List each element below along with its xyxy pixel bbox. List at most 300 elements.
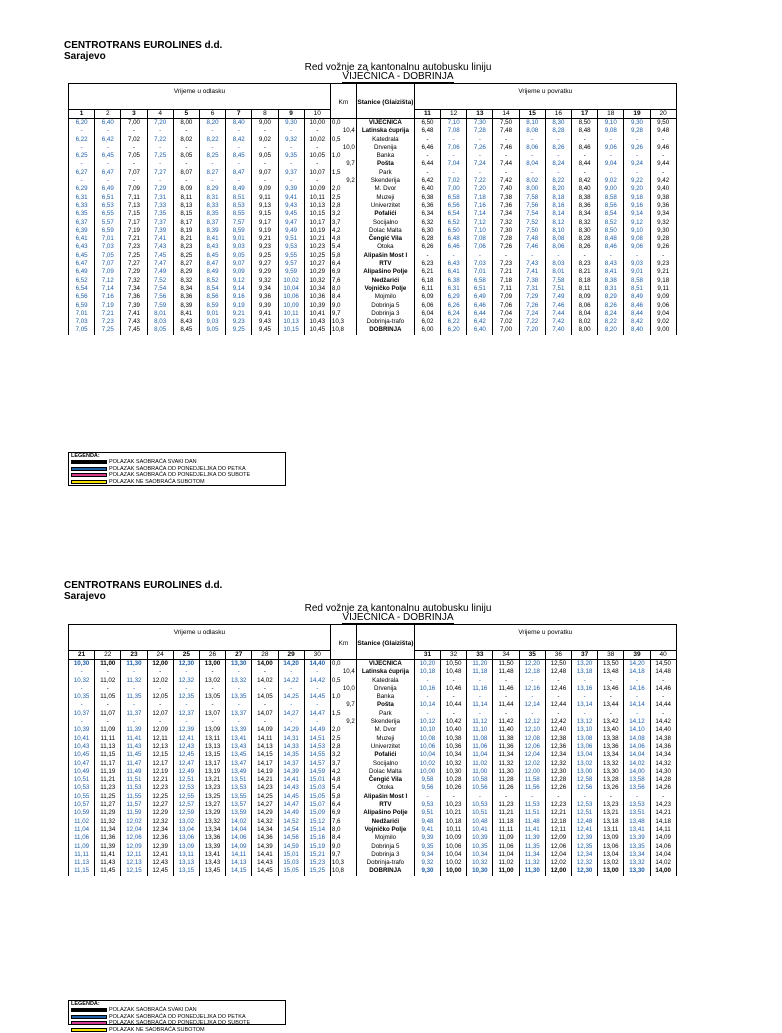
return-time: 14,23: [650, 801, 676, 809]
return-time: -: [650, 693, 676, 701]
departure-time: 12,35: [173, 693, 199, 701]
return-time: 9,26: [650, 243, 676, 251]
return-time: 13,21: [598, 809, 624, 817]
return-time: 14,02: [624, 760, 650, 768]
departure-time: 7,16: [95, 293, 121, 301]
return-time: -: [493, 136, 519, 144]
return-time: 12,38: [545, 735, 571, 743]
return-time: 8,00: [572, 326, 598, 334]
timetable-row: [69, 735, 677, 743]
legend-label: POLAZAK NE SAOBRAĆA SUBOTOM: [109, 479, 205, 486]
return-time: -: [493, 252, 519, 260]
departure-time: 11,11: [69, 851, 95, 859]
departure-time: -: [278, 701, 304, 709]
return-time: 8,21: [572, 268, 598, 276]
return-time: 7,40: [493, 185, 519, 193]
return-time: 10,39: [467, 834, 493, 842]
departure-time: 8,09: [173, 185, 199, 193]
departure-time: -: [252, 718, 278, 726]
departure-time: 6,20: [69, 119, 95, 128]
departure-time: -: [252, 668, 278, 676]
return-time: 7,02: [493, 318, 519, 326]
return-time: 9,06: [624, 243, 650, 251]
departure-time: 6,35: [69, 210, 95, 218]
departure-time: 13,49: [226, 768, 252, 776]
departure-number: 28: [252, 651, 278, 660]
departure-time: 12,45: [173, 751, 199, 759]
departure-time: -: [95, 701, 121, 709]
return-time: -: [467, 710, 493, 718]
timetable-table: [68, 83, 677, 335]
return-time: -: [467, 793, 493, 801]
timetable-row: [69, 210, 677, 218]
departure-time: 14,43: [278, 784, 304, 792]
departure-time: -: [252, 144, 278, 152]
timetable-row: [69, 834, 677, 842]
departure-time: 12,09: [147, 726, 173, 734]
km-cell: 5,4: [330, 784, 356, 792]
return-time: 10,48: [441, 668, 467, 676]
departure-time: -: [199, 701, 225, 709]
departure-time: 11,41: [95, 851, 121, 859]
departure-time: 8,27: [173, 260, 199, 268]
departure-time: 10,37: [69, 710, 95, 718]
legend-swatch: [71, 480, 107, 484]
return-time: 12,02: [519, 760, 545, 768]
return-time: 8,20: [598, 326, 624, 334]
departure-time: 14,11: [226, 851, 252, 859]
departure-time: -: [252, 160, 278, 168]
departure-time: 13,39: [199, 843, 225, 851]
departure-time: 15,07: [304, 801, 330, 809]
return-time: 7,46: [493, 144, 519, 152]
return-time: 7,06: [467, 243, 493, 251]
departure-time: 7,33: [147, 202, 173, 210]
departure-time: 14,39: [252, 843, 278, 851]
return-time: 6,02: [414, 318, 440, 326]
route-name: VIJEĆNICA - DOBRINJA: [342, 71, 454, 82]
departure-time: 7,21: [95, 310, 121, 318]
departure-time: 8,42: [226, 136, 252, 144]
departure-time: 14,09: [226, 843, 252, 851]
timetable-row: [69, 685, 677, 693]
return-time: 12,23: [545, 801, 571, 809]
departure-time: 12,15: [121, 867, 147, 875]
return-time: 14,18: [624, 668, 650, 676]
legend-swatch: [71, 1028, 107, 1032]
km-cell: 10,3: [330, 859, 356, 867]
departure-time: 14,42: [304, 677, 330, 685]
departure-time: 6,54: [69, 285, 95, 293]
return-time: 11,14: [467, 701, 493, 709]
return-time: 8,06: [519, 144, 545, 152]
departure-time: 13,30: [226, 660, 252, 669]
return-time: 7,21: [493, 268, 519, 276]
departure-time: 12,34: [147, 826, 173, 834]
return-time: -: [572, 136, 598, 144]
departure-time: 7,43: [121, 318, 147, 326]
departure-time: -: [69, 685, 95, 693]
timetable-row: [69, 144, 677, 152]
departure-time: 6,40: [95, 119, 121, 128]
departure-time: 10,43: [69, 743, 95, 751]
departure-time: 8,25: [173, 252, 199, 260]
return-time: 6,40: [467, 326, 493, 334]
departure-time: 9,14: [226, 285, 252, 293]
return-time: 10,38: [441, 735, 467, 743]
departure-time: 10,57: [69, 801, 95, 809]
return-time: 9,36: [650, 202, 676, 210]
departure-time: -: [304, 127, 330, 135]
return-time: 7,58: [545, 277, 571, 285]
departure-number: 12: [441, 110, 467, 119]
departure-time: 8,02: [173, 136, 199, 144]
return-time: 8,46: [572, 144, 598, 152]
departure-time: -: [121, 668, 147, 676]
return-time: 14,06: [650, 843, 676, 851]
return-time: 14,42: [650, 718, 676, 726]
return-time: 10,14: [414, 701, 440, 709]
departure-number: 26: [199, 651, 225, 660]
return-time: 11,00: [493, 867, 519, 875]
return-time: 14,04: [624, 751, 650, 759]
timetable-row: [69, 243, 677, 251]
return-time: 8,51: [624, 285, 650, 293]
return-time: -: [467, 169, 493, 177]
departure-time: 6,39: [69, 227, 95, 235]
departure-time: 12,47: [173, 760, 199, 768]
departure-time: -: [252, 177, 278, 185]
timetable-row: [69, 152, 677, 160]
departure-time: 13,45: [199, 867, 225, 875]
departure-time: 11,35: [121, 693, 147, 701]
return-time: 13,40: [598, 726, 624, 734]
return-time: 10,02: [414, 760, 440, 768]
return-time: 10,48: [467, 818, 493, 826]
departure-time: 11,36: [95, 834, 121, 842]
departure-number: 20: [650, 110, 676, 119]
departure-time: 9,37: [278, 169, 304, 177]
return-time: 9,34: [650, 210, 676, 218]
departure-number: 24: [147, 651, 173, 660]
departure-time: 11,11: [95, 735, 121, 743]
km-cell: 8,4: [330, 293, 356, 301]
return-time: 8,24: [545, 160, 571, 168]
departure-time: 13,11: [199, 735, 225, 743]
return-time: 8,22: [598, 318, 624, 326]
departure-time: 10,29: [304, 268, 330, 276]
departure-time: 14,11: [252, 735, 278, 743]
departure-time: 13,45: [226, 751, 252, 759]
departure-time: 7,29: [121, 268, 147, 276]
departure-time: 11,41: [121, 735, 147, 743]
station-name: Latinska ćuprija: [356, 668, 414, 676]
departure-time: 9,01: [226, 235, 252, 243]
departure-time: 7,23: [121, 243, 147, 251]
departure-number: 14: [493, 110, 519, 119]
departure-time: 7,11: [121, 194, 147, 202]
timetable-row: [69, 801, 677, 809]
return-time: 7,48: [519, 235, 545, 243]
return-time: 9,30: [414, 867, 440, 875]
return-time: 7,11: [493, 285, 519, 293]
departure-time: 11,27: [95, 801, 121, 809]
departure-time: 15,05: [304, 793, 330, 801]
departure-time: 7,05: [121, 152, 147, 160]
return-time: -: [598, 793, 624, 801]
return-time: 11,42: [493, 718, 519, 726]
return-time: 10,18: [414, 668, 440, 676]
return-time: 6,28: [414, 235, 440, 243]
departure-time: 9,07: [252, 169, 278, 177]
return-time: 7,00: [441, 185, 467, 193]
return-time: -: [519, 677, 545, 685]
km-cell: 4,2: [330, 227, 356, 235]
departure-number: 37: [572, 651, 598, 660]
return-time: 7,23: [493, 260, 519, 268]
return-time: 6,49: [467, 293, 493, 301]
departure-time: 13,05: [199, 693, 225, 701]
departure-number: 38: [598, 651, 624, 660]
departure-time: -: [147, 668, 173, 676]
return-time: 12,00: [519, 768, 545, 776]
departure-number: 17: [572, 110, 598, 119]
return-time: 8,26: [572, 243, 598, 251]
departure-time: 14,29: [252, 809, 278, 817]
return-time: 13,48: [624, 818, 650, 826]
return-time: 10,11: [441, 826, 467, 834]
km-cell: 8,4: [330, 834, 356, 842]
return-time: 10,20: [414, 660, 440, 669]
departure-time: 9,39: [252, 302, 278, 310]
departure-time: 13,15: [173, 867, 199, 875]
return-time: 14,48: [650, 668, 676, 676]
return-time: 14,09: [650, 834, 676, 842]
departure-time: 11,07: [95, 710, 121, 718]
return-time: 9,28: [650, 235, 676, 243]
departure-time: 6,31: [69, 194, 95, 202]
departure-time: 8,41: [173, 310, 199, 318]
return-time: 8,30: [545, 119, 571, 128]
station-name: Dobrinja-trafo: [356, 318, 414, 326]
km-cell: 4,8: [330, 235, 356, 243]
departure-time: 14,35: [278, 751, 304, 759]
departure-time: 14,45: [304, 693, 330, 701]
departure-time: 6,56: [69, 293, 95, 301]
return-time: 8,48: [598, 235, 624, 243]
departure-time: -: [278, 668, 304, 676]
return-time: -: [493, 693, 519, 701]
return-time: 8,52: [598, 219, 624, 227]
return-time: 12,12: [519, 718, 545, 726]
return-time: 14,16: [624, 685, 650, 693]
timetable-row: [69, 310, 677, 318]
return-time: 8,49: [624, 293, 650, 301]
station-name: Park: [356, 710, 414, 718]
departure-time: 10,02: [304, 136, 330, 144]
return-time: 6,26: [441, 302, 467, 310]
return-time: -: [519, 793, 545, 801]
departure-time: 8,56: [199, 293, 225, 301]
return-time: 8,46: [624, 302, 650, 310]
return-time: -: [441, 152, 467, 160]
return-time: 12,35: [572, 843, 598, 851]
departure-time: -: [95, 718, 121, 726]
return-time: -: [624, 793, 650, 801]
departure-time: 14,59: [304, 768, 330, 776]
departure-time: 9,41: [278, 194, 304, 202]
legend-label: POLAZAK SAOBRAĆA OD PONEDJELJKA DO SUBOTE: [109, 472, 251, 479]
departure-time: 13,11: [173, 851, 199, 859]
departure-time: 15,01: [304, 776, 330, 784]
km-cell: 10,8: [330, 867, 356, 875]
return-time: -: [598, 136, 624, 144]
return-time: 13,42: [598, 718, 624, 726]
timetable-row: [69, 260, 677, 268]
return-time: 14,18: [650, 818, 676, 826]
return-time: 13,30: [624, 867, 650, 875]
return-time: 13,16: [572, 685, 598, 693]
return-time: 12,08: [519, 735, 545, 743]
departure-time: 11,23: [95, 784, 121, 792]
return-time: 14,00: [624, 768, 650, 776]
departure-time: -: [147, 701, 173, 709]
departure-time: 12,55: [173, 793, 199, 801]
departure-time: 7,39: [147, 227, 173, 235]
departure-time: -: [304, 160, 330, 168]
departure-number: 2: [95, 110, 121, 119]
departure-time: -: [199, 144, 225, 152]
station-name: Mojmilo: [356, 834, 414, 842]
return-time: 8,30: [572, 227, 598, 235]
return-time: -: [467, 152, 493, 160]
return-time: 8,41: [598, 268, 624, 276]
departure-number: 1: [69, 110, 95, 119]
departure-time: -: [173, 127, 199, 135]
departure-time: 7,03: [95, 243, 121, 251]
return-time: 6,52: [441, 219, 467, 227]
km-cell: 10,0: [330, 685, 356, 693]
return-time: 13,38: [598, 735, 624, 743]
station-name: Nedžarići: [356, 277, 414, 285]
departure-time: 7,31: [147, 194, 173, 202]
return-time: 13,10: [572, 726, 598, 734]
departure-time: -: [173, 718, 199, 726]
timetable-row: [69, 818, 677, 826]
return-time: 12,56: [572, 784, 598, 792]
return-time: 11,12: [467, 718, 493, 726]
return-time: 10,51: [467, 809, 493, 817]
return-time: 9,20: [624, 185, 650, 193]
departure-time: 7,21: [121, 235, 147, 243]
departure-time: 11,32: [95, 818, 121, 826]
departure-time: 8,32: [173, 277, 199, 285]
departure-time: 14,49: [304, 726, 330, 734]
return-time: 7,28: [467, 127, 493, 135]
departure-time: 9,15: [252, 210, 278, 218]
return-time: 14,21: [650, 809, 676, 817]
return-time: 11,00: [467, 768, 493, 776]
departure-time: 7,12: [95, 277, 121, 285]
return-time: 13,00: [598, 867, 624, 875]
departure-time: 7,27: [121, 260, 147, 268]
departure-time: 12,32: [147, 818, 173, 826]
company-name: CENTROTRANS EUROLINES d.d.: [64, 580, 223, 591]
departure-time: 7,25: [95, 326, 121, 334]
return-time: -: [467, 136, 493, 144]
departure-time: 9,03: [226, 243, 252, 251]
departure-time: 14,15: [252, 751, 278, 759]
return-time: 7,01: [467, 268, 493, 276]
departure-time: -: [226, 718, 252, 726]
company-city: Sarajevo: [64, 591, 106, 602]
departure-time: 8,43: [199, 243, 225, 251]
return-time: 13,44: [598, 701, 624, 709]
departure-time: -: [199, 127, 225, 135]
return-time: 9,26: [624, 144, 650, 152]
departure-time: 14,41: [252, 851, 278, 859]
departure-time: 7,05: [95, 252, 121, 260]
departure-time: 9,45: [252, 326, 278, 334]
departure-time: -: [304, 685, 330, 693]
departure-time: 11,57: [121, 801, 147, 809]
departure-time: 12,02: [147, 677, 173, 685]
departure-time: 13,07: [199, 710, 225, 718]
departure-time: 9,35: [278, 152, 304, 160]
return-time: -: [650, 677, 676, 685]
return-time: 6,50: [414, 119, 440, 128]
return-time: 8,28: [572, 235, 598, 243]
departure-time: 7,56: [147, 293, 173, 301]
return-time: 10,12: [414, 718, 440, 726]
km-cell: 4,2: [330, 768, 356, 776]
departure-time: 14,45: [252, 867, 278, 875]
departure-time: -: [304, 701, 330, 709]
return-time: 8,04: [572, 310, 598, 318]
departure-time: 15,09: [304, 809, 330, 817]
return-time: -: [545, 693, 571, 701]
return-time: -: [441, 693, 467, 701]
departure-time: 13,13: [173, 859, 199, 867]
return-time: 8,42: [572, 177, 598, 185]
timetable-title: Red vožnje za kantonalnu autobusku liniju: [304, 603, 492, 614]
station-name: Dobrinja 5: [356, 843, 414, 851]
departure-time: 7,25: [147, 152, 173, 160]
departure-time: 10,00: [304, 119, 330, 128]
departure-time: 8,45: [173, 326, 199, 334]
departure-number: 34: [493, 651, 519, 660]
departure-number: 33: [467, 651, 493, 660]
departure-time: 10,09: [278, 302, 304, 310]
return-time: 7,38: [519, 277, 545, 285]
km-cell: 6,4: [330, 260, 356, 268]
return-time: 9,42: [650, 177, 676, 185]
departure-time: 7,37: [147, 219, 173, 227]
station-name: Katedrala: [356, 677, 414, 685]
return-time: 9,21: [650, 268, 676, 276]
return-time: 8,29: [598, 293, 624, 301]
return-time: 11,08: [467, 735, 493, 743]
departure-time: 13,32: [226, 677, 252, 685]
return-time: 9,58: [414, 776, 440, 784]
return-time: 11,51: [519, 809, 545, 817]
return-time: 13,00: [572, 768, 598, 776]
departure-time: 11,39: [121, 726, 147, 734]
departure-time: 9,23: [226, 318, 252, 326]
departure-time: -: [95, 668, 121, 676]
return-time: 7,40: [545, 326, 571, 334]
return-time: 8,50: [598, 227, 624, 235]
